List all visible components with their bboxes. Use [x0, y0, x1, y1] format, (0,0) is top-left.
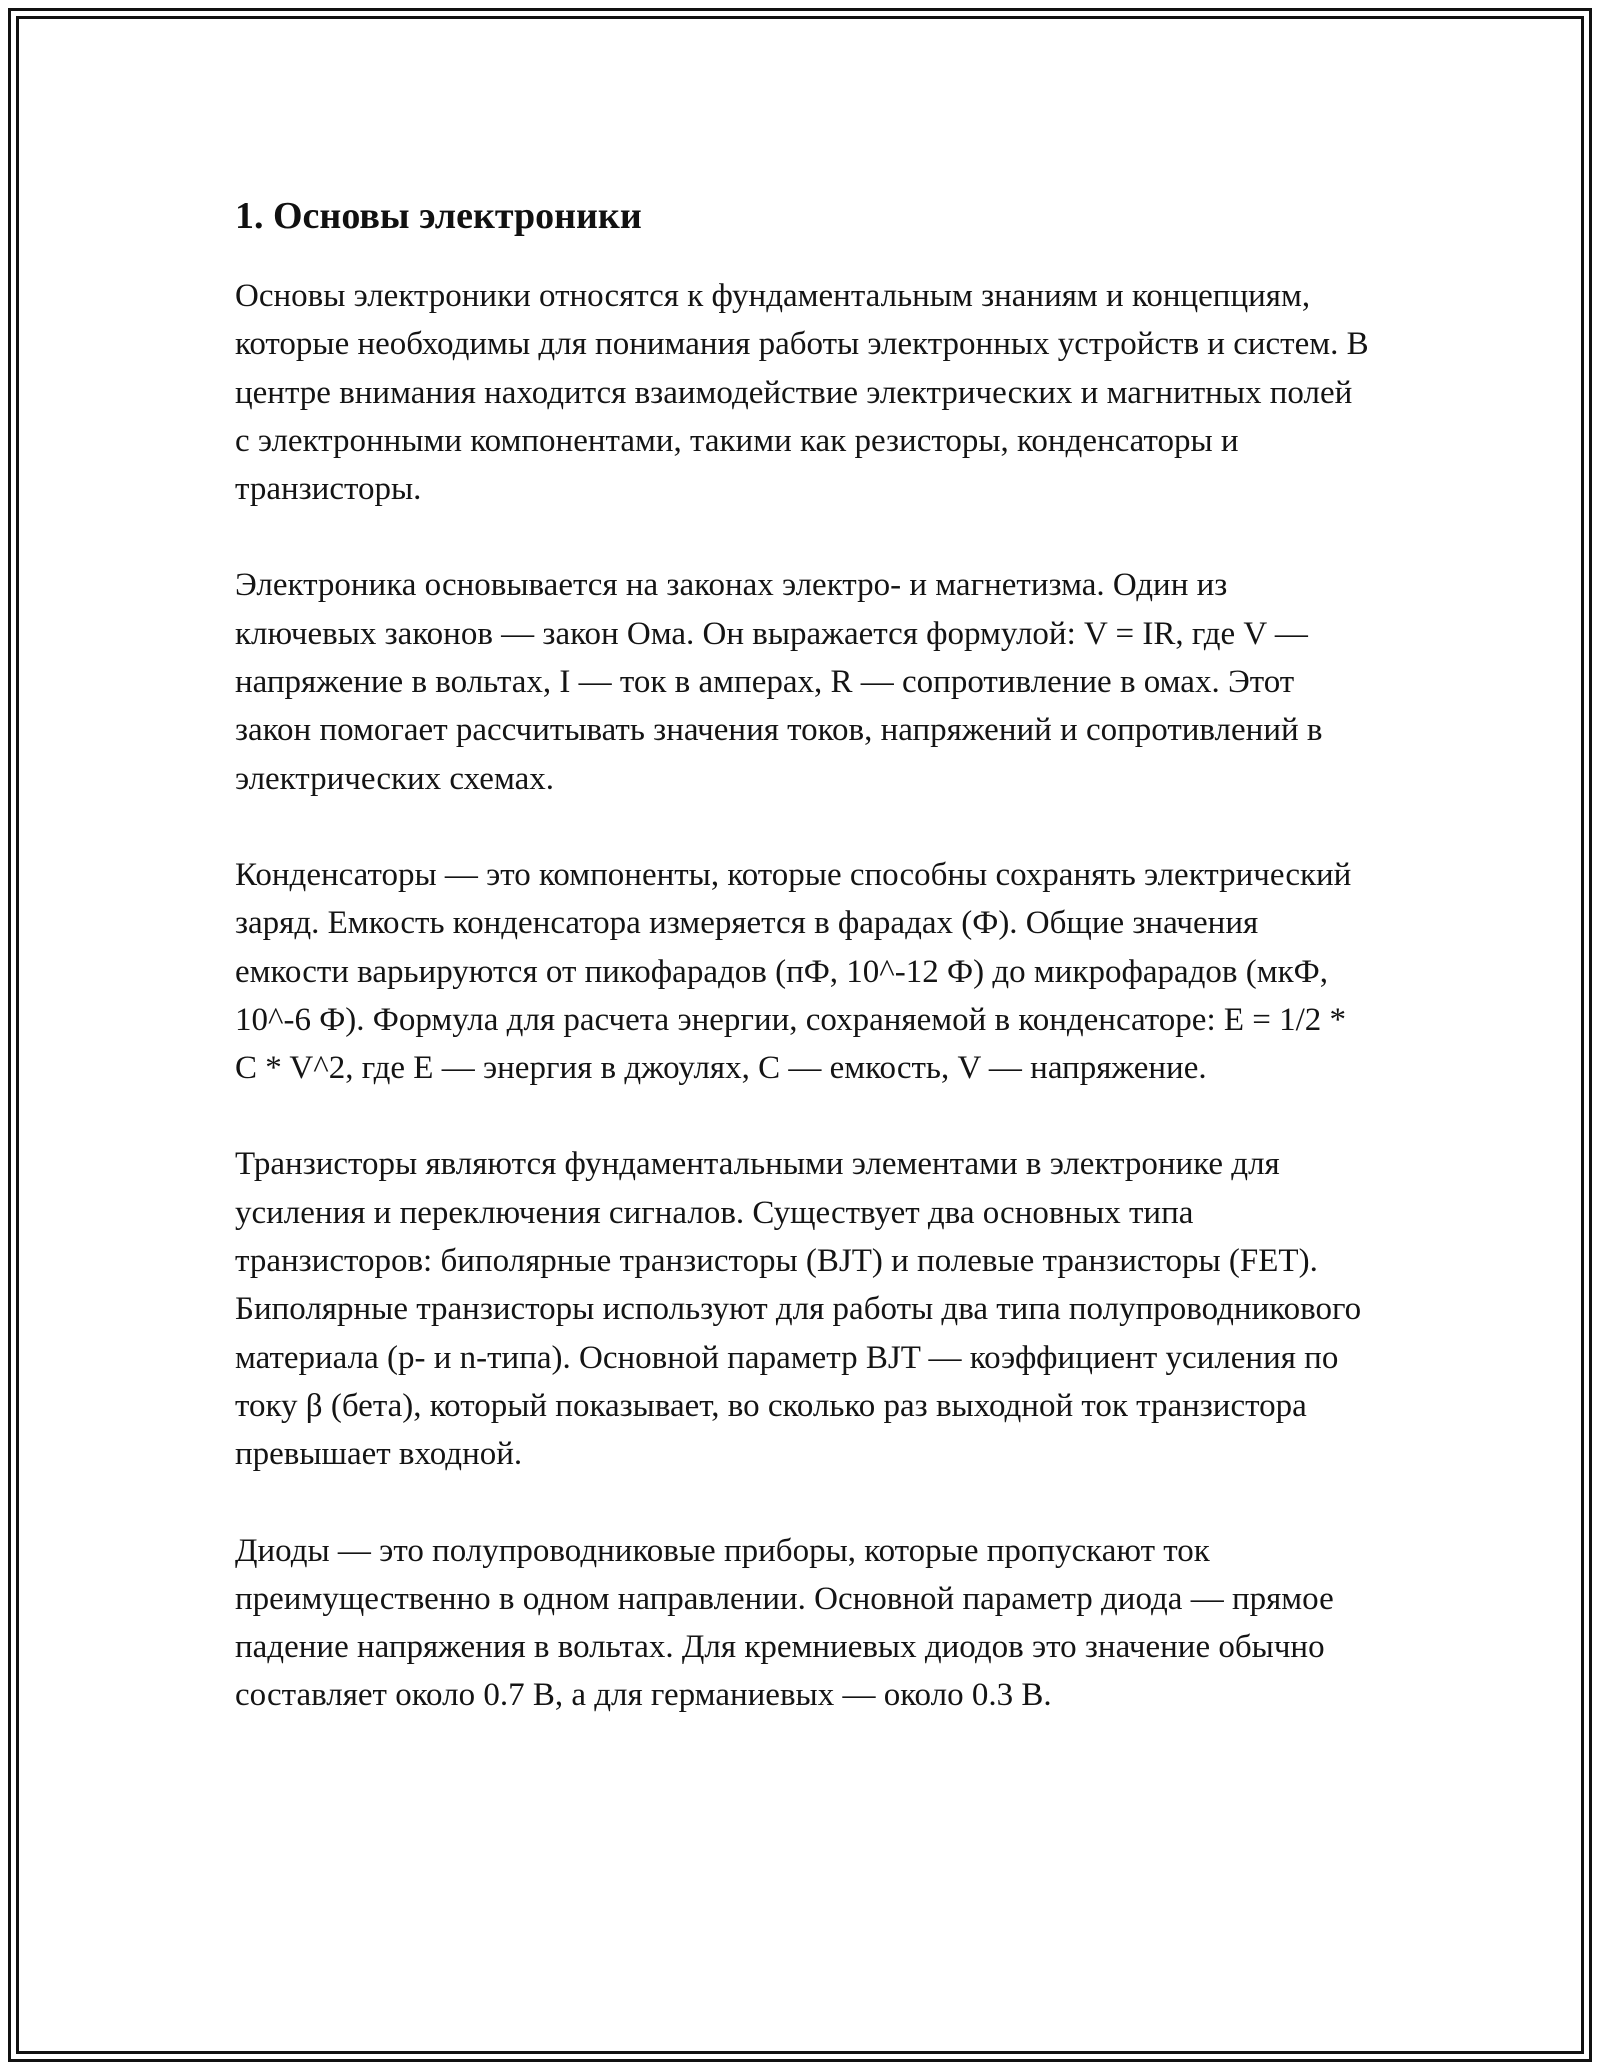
paragraph-diodes: Диоды — это полупроводниковые приборы, которые пропускают ток преимущественно в одном направлении. Основной параметр диода — прямое падение напряжения в вольтах. Для кремниевых диодов это значение обычно составляет около 0.7 В, а для германиевых — около 0.3 В. [235, 1532, 1334, 1714]
paragraph-capacitors: Конденсаторы — это компоненты, которые способны сохранять электрический заряд. Емкость конденсатора измеряется в фарадах (Ф). Общие значения емкости варьируются от пикофарадов (пФ, 10^-12 Ф) до микрофарадов (мкФ, 10^-6 Ф). Формула для расчета энергии, сохраняемой в конденсаторе: E = 1/2 * C * V^2, где E — энергия в джоулях, C — емкость, V — напряжение. [235, 856, 1352, 1087]
section-heading: 1. Основы электроники [235, 195, 642, 237]
paragraph-transistors: Транзисторы являются фундаментальными элементами в электронике для усиления и переключения сигналов. Существует два основных типа транзисторов: биполярные транзисторы (BJT) и полевые транзисторы (FET). Биполярные транзисторы используют для работы два типа полупроводникового материала (p- и n-типа). Основной параметр BJT — коэффициент усиления по току β (бета), который показывает, во сколько раз выходной ток транзистора превышает входной. [235, 1146, 1362, 1473]
paragraph-ohms-law: Электроника основывается на законах электро- и магнетизма. Один из ключевых законов — закон Ома. Он выражается формулой: V = IR, где V — напряжение в вольтах, I — ток в амперах, R — сопротивление в омах. Этот закон помогает рассчитывать значения токов, напряжений и сопротивлений в электрических схемах. [235, 567, 1323, 797]
document-body [235, 186, 1375, 1768]
paragraph-electronics-basics: Основы электроники относятся к фундаментальным знаниям и концепциям, которые необходимы для понимания работы электронных устройств и систем. В центре внимания находится взаимодействие электрических и магнитных полей с электронными компонентами, такими как резисторы, конденсаторы и транзисторы. [235, 278, 1369, 508]
